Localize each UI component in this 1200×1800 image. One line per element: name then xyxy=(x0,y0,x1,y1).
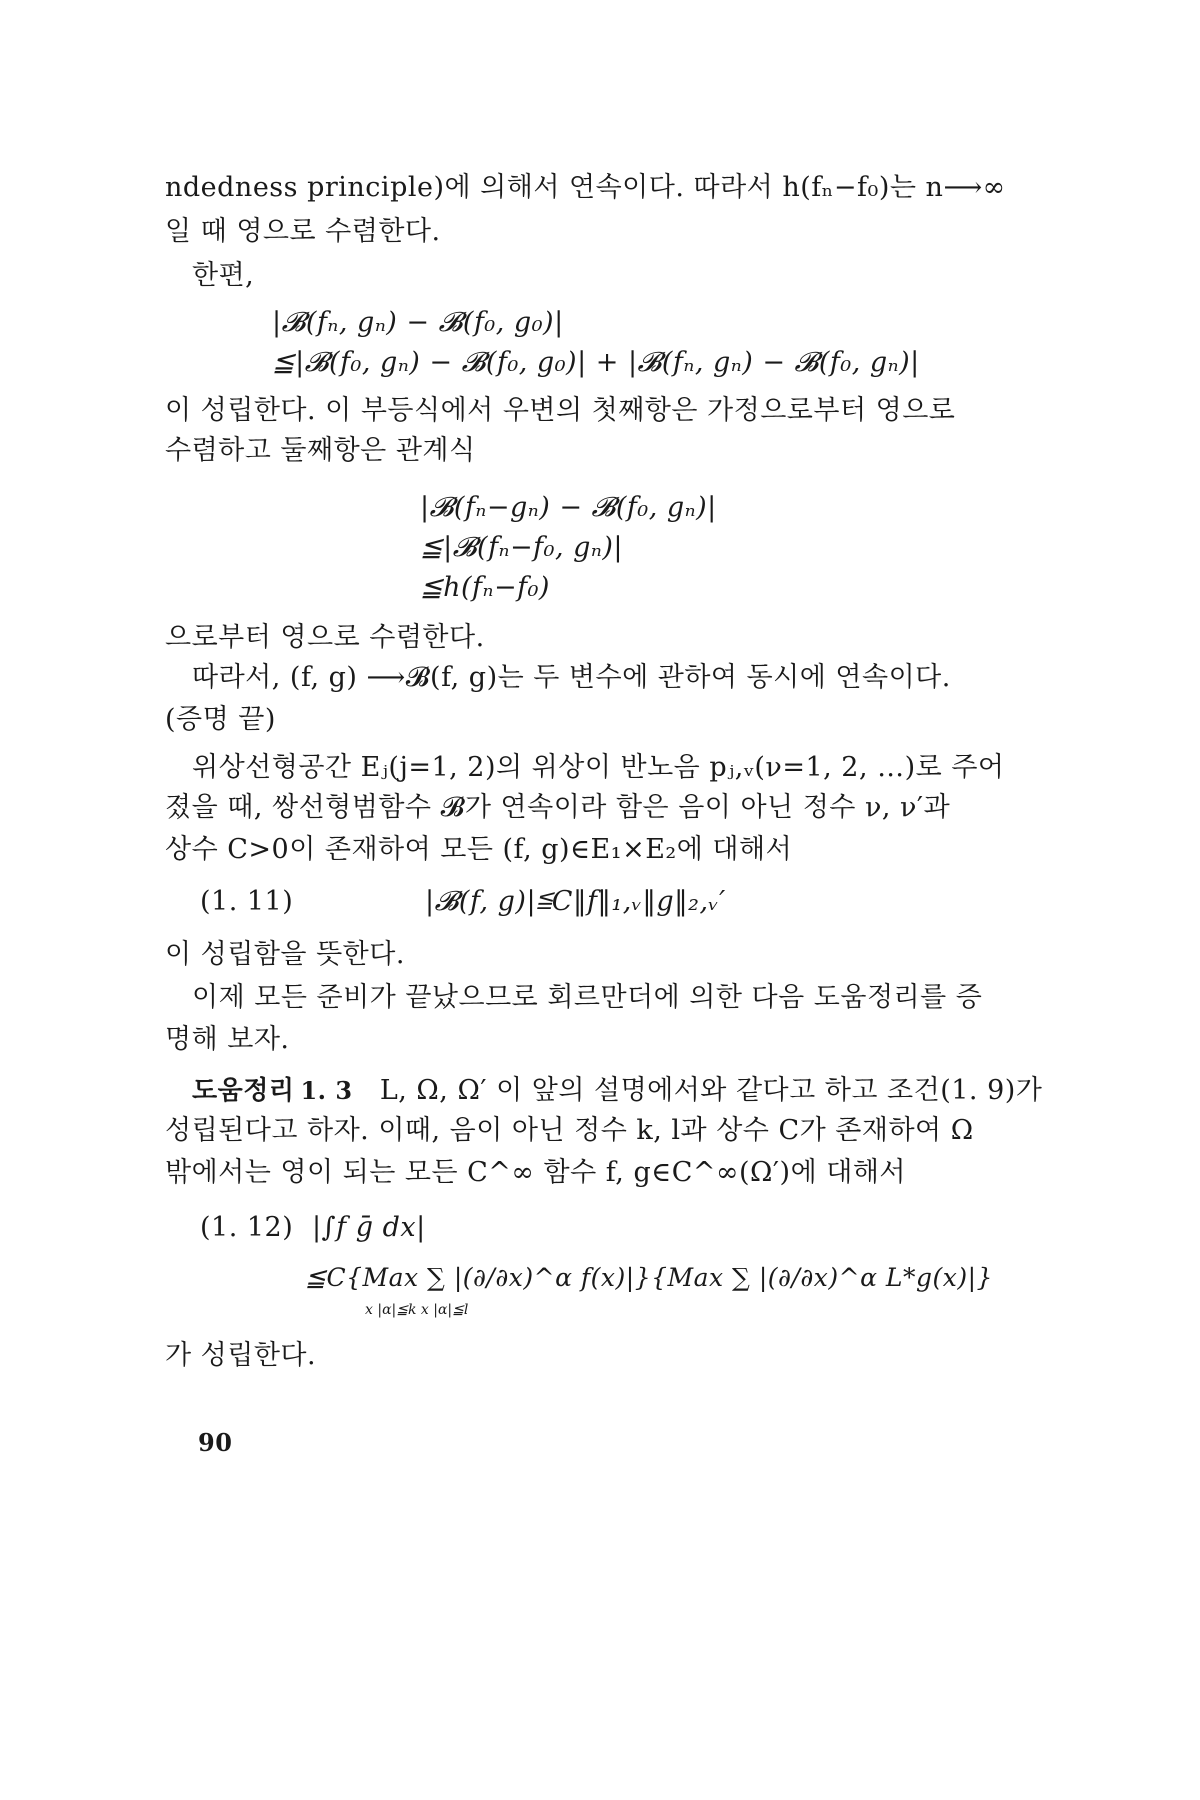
text-line: 밖에서는 영이 되는 모든 C^∞ 함수 f, g∈C^∞(Ω′)에 대해서 xyxy=(165,1157,906,1188)
page-number: 90 xyxy=(198,1428,233,1457)
text-line: (증명 끝) xyxy=(165,704,276,735)
text-line: 명해 보자. xyxy=(165,1024,290,1055)
equation-line: ≦|𝓑(f₀, gₙ) − 𝓑(f₀, g₀)| + |𝓑(fₙ, gₙ) − 𝓑(f₀, gₙ)| xyxy=(272,347,920,378)
text-line: 이 성립함을 뜻한다. xyxy=(165,939,405,970)
equation-number: (1. 11) xyxy=(200,886,294,917)
equation-line: ≦|𝓑(fₙ−f₀, gₙ)| xyxy=(420,532,623,563)
text-line: 으로부터 영으로 수렴한다. xyxy=(165,622,485,653)
equation-line: |𝓑(fₙ, gₙ) − 𝓑(f₀, g₀)| xyxy=(272,307,564,338)
equation-number: (1. 12) xyxy=(200,1212,294,1243)
text-line: 따라서, (f, g) ⟶𝓑(f, g)는 두 변수에 관하여 동시에 연속이다. xyxy=(192,662,951,693)
lemma-heading: 도움정리 xyxy=(192,1076,295,1106)
text-line: 위상선형공간 Eⱼ(j=1, 2)의 위상이 반노음 pⱼ,ᵥ(ν=1, 2, …)로 주어 xyxy=(192,752,1005,783)
equation-subscripts: x |α|≦k x |α|≦l xyxy=(365,1302,469,1318)
text-line: 상수 C>0이 존재하여 모든 (f, g)∈E₁×E₂에 대해서 xyxy=(165,834,793,865)
text-line: 이제 모든 준비가 끝났으므로 회르만더에 의한 다음 도움정리를 증 xyxy=(192,982,983,1013)
equation-line: |∫f ḡ dx| xyxy=(312,1212,426,1243)
lemma-text: L, Ω, Ω′ 이 앞의 설명에서와 같다고 하고 조건(1. 9)가 xyxy=(379,1075,1043,1106)
equation-line: ≦C{Max ∑ |(∂/∂x)^α f(x)|}{Max ∑ |(∂/∂x)^α L*g(x)|} xyxy=(305,1263,993,1292)
text-line: 이 성립한다. 이 부등식에서 우변의 첫째항은 가정으로부터 영으로 xyxy=(165,395,956,426)
equation-line: ≦h(fₙ−f₀) xyxy=(420,572,550,603)
text-line: 성립된다고 하자. 이때, 음이 아닌 정수 k, l과 상수 C가 존재하여 Ω xyxy=(165,1115,974,1146)
lemma-statement-line xyxy=(192,1073,1042,1109)
text-line: 한편, xyxy=(192,260,255,291)
text-line: ndedness principle)에 의해서 연속이다. 따라서 h(fₙ−f₀)는 n⟶∞ xyxy=(165,172,1006,203)
text-line: 수렴하고 둘째항은 관계식 xyxy=(165,435,476,466)
text-line: 가 성립한다. xyxy=(165,1340,317,1371)
equation-line: |𝓑(f, g)|≦C‖f‖₁,ᵥ‖g‖₂,ᵥ′ xyxy=(425,886,726,917)
text-line: 일 때 영으로 수렴한다. xyxy=(165,216,441,247)
lemma-number: 1. 3 xyxy=(300,1076,353,1105)
text-line: 졌을 때, 쌍선형범함수 𝓑가 연속이라 함은 음이 아닌 정수 ν, ν′과 xyxy=(165,792,951,823)
equation-line: |𝓑(fₙ−gₙ) − 𝓑(f₀, gₙ)| xyxy=(420,492,717,523)
